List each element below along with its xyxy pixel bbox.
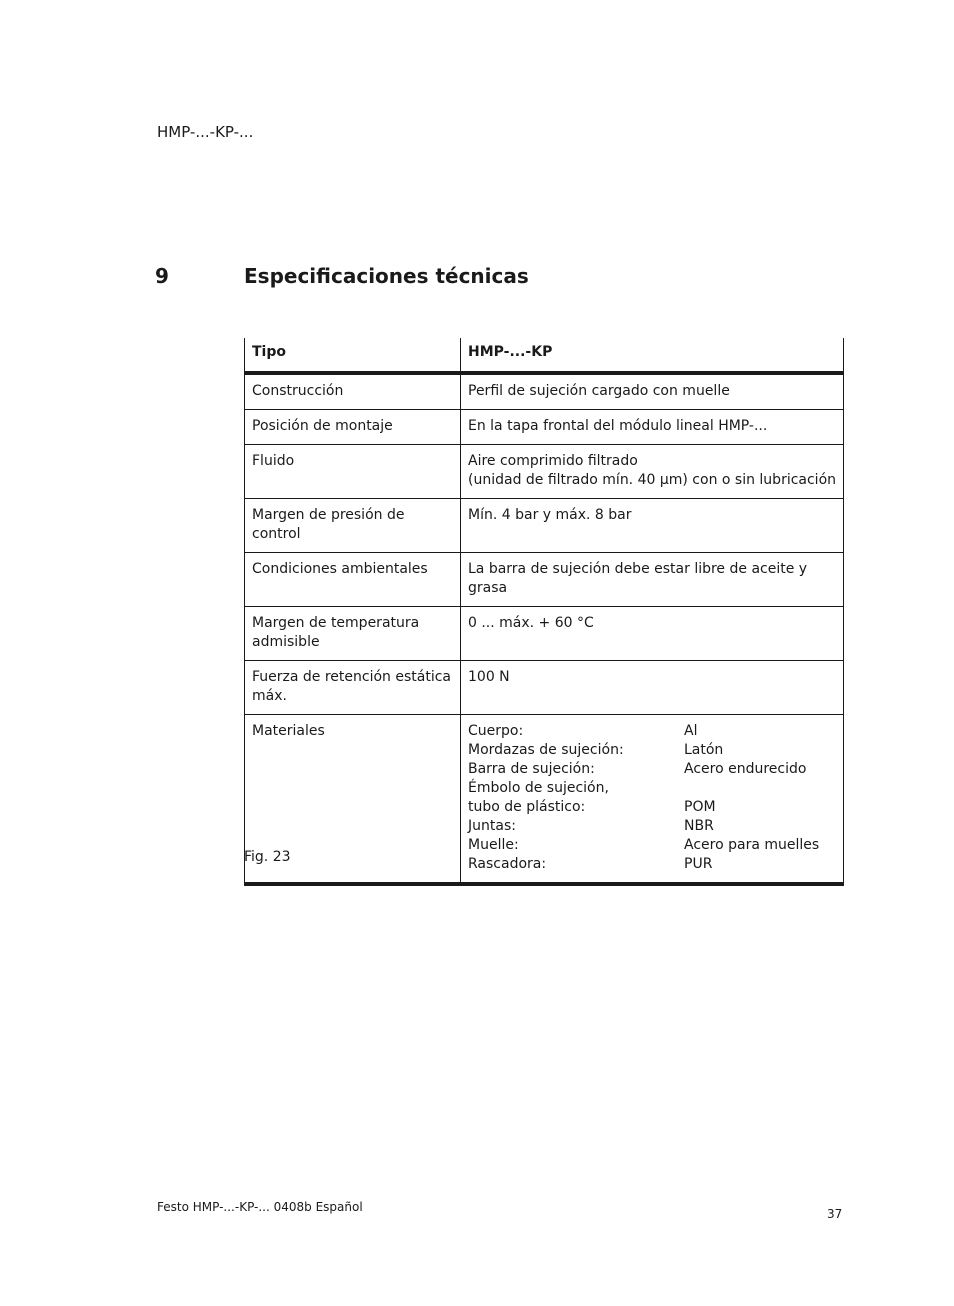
header-cell-model: HMP-...-KP — [461, 338, 844, 373]
table-row — [245, 607, 844, 661]
material-part: tubo de plástico: — [468, 799, 586, 815]
table-row — [245, 661, 844, 715]
row-value: Mín. 4 bar y máx. 8 bar — [461, 499, 844, 553]
material-value: Acero endurecido — [684, 761, 807, 777]
material-value: Acero para muelles — [684, 837, 820, 853]
material-part: Juntas: — [468, 818, 516, 834]
material-part: Cuerpo: — [468, 723, 524, 739]
header-cell-type: Tipo — [245, 338, 461, 373]
material-part: Barra de sujeción: — [468, 761, 595, 777]
material-value: Al — [684, 723, 698, 739]
section-title: Especificaciones técnicas — [244, 264, 529, 288]
table-header-row — [245, 338, 844, 373]
row-label: Posición de montaje — [245, 410, 461, 445]
material-value — [684, 779, 836, 798]
row-value-line: (unidad de filtrado mín. 40 µm) con o sin lubricación — [468, 472, 837, 488]
section-number: 9 — [155, 264, 169, 288]
material-part: Muelle: — [468, 837, 519, 853]
row-value: 100 N — [461, 661, 844, 715]
table-row — [245, 499, 844, 553]
materials-list — [461, 715, 844, 885]
row-label: Materiales — [245, 715, 461, 885]
row-label: Fuerza de retención estática máx. — [245, 661, 461, 715]
row-value: En la tapa frontal del módulo lineal HMP-... — [461, 410, 844, 445]
figure-caption: Fig. 23 — [244, 849, 291, 865]
footer-document-info: Festo HMP-...-KP-... 0408b Español — [157, 1200, 363, 1214]
row-value: La barra de sujeción debe estar libre de aceite y grasa — [461, 553, 844, 607]
row-label: Condiciones ambientales — [245, 553, 461, 607]
row-value-line: Aire comprimido filtrado — [468, 453, 638, 469]
material-part: Mordazas de sujeción: — [468, 742, 624, 758]
table-row — [245, 553, 844, 607]
material-part: Rascadora: — [468, 856, 547, 872]
material-part: Émbolo de sujeción, — [468, 780, 609, 796]
table-row — [245, 373, 844, 410]
row-value — [461, 445, 844, 499]
row-label: Fluido — [245, 445, 461, 499]
row-value: Perfil de sujeción cargado con muelle — [461, 373, 844, 410]
running-header: HMP-...-KP-... — [157, 123, 254, 141]
table-row — [245, 410, 844, 445]
table-row-materials — [245, 715, 844, 885]
row-label: Margen de temperatura admisible — [245, 607, 461, 661]
row-label: Margen de presión de control — [245, 499, 461, 553]
material-value: Latón — [684, 742, 724, 758]
row-value: 0 ... máx. + 60 °C — [461, 607, 844, 661]
material-value: PUR — [684, 856, 713, 872]
material-value: POM — [684, 799, 716, 815]
table-row — [245, 445, 844, 499]
row-label: Construcción — [245, 373, 461, 410]
technical-specifications-table — [244, 338, 844, 886]
material-value: NBR — [684, 818, 714, 834]
page-number: 37 — [827, 1207, 843, 1221]
